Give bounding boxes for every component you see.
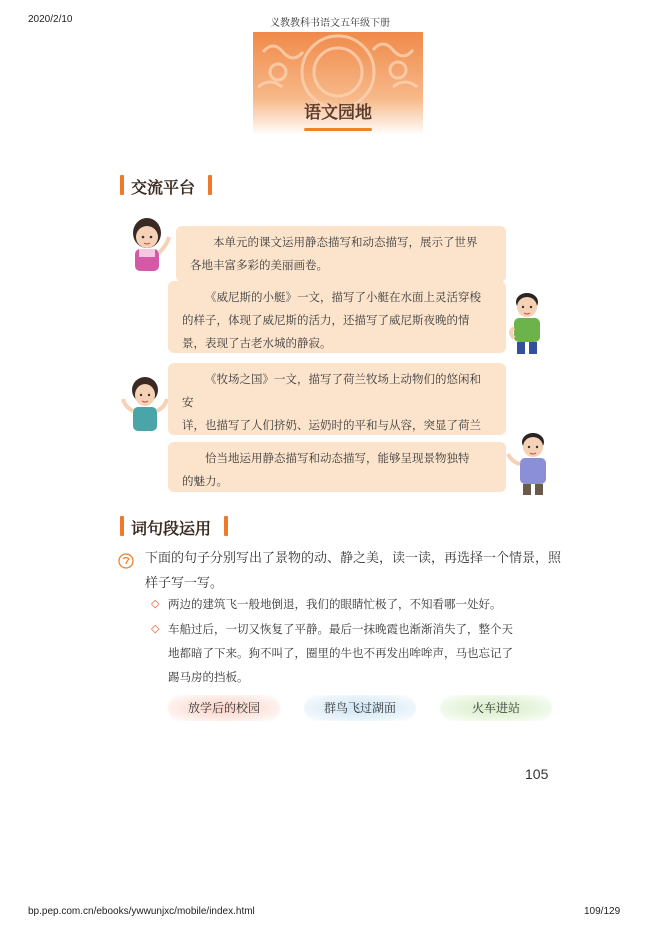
section-title-exchange: 交流平台 bbox=[131, 178, 196, 197]
example-2 bbox=[168, 617, 558, 689]
bubble-2-line-3: 景，表现了古老水城的静寂。 bbox=[182, 336, 332, 350]
boy-illustration bbox=[505, 288, 547, 360]
diamond-icon: ◇ bbox=[151, 622, 160, 635]
diamond-icon: ◇ bbox=[151, 597, 160, 610]
bubble-1-line-1: 本单元的课文运用静态描写和动态描写，展示了世界 bbox=[213, 235, 478, 249]
bubble-2-line-1: 《威尼斯的小艇》一文，描写了小艇在水面上灵活穿梭 bbox=[205, 290, 481, 304]
section-bar-left bbox=[120, 175, 124, 195]
girl-2-illustration bbox=[119, 374, 169, 442]
banner-underline bbox=[304, 128, 372, 131]
section-title-usage: 词句段运用 bbox=[131, 519, 212, 538]
exercise-instruction bbox=[145, 546, 565, 596]
footer-page-count: 109/129 bbox=[584, 906, 621, 917]
bubble-4 bbox=[168, 442, 506, 492]
banner-title: 语文园地 bbox=[304, 103, 372, 123]
bubble-3-line-2: 详，也描写了人们挤奶、运奶时的平和与从容，突显了荷兰 bbox=[182, 418, 481, 432]
boy-2-illustration bbox=[503, 428, 555, 500]
girl-illustration bbox=[125, 215, 175, 281]
bubble-1-line-2: 各地丰富多彩的美丽画卷。 bbox=[190, 258, 328, 272]
option-train-arriving: 火车进站 bbox=[440, 695, 552, 721]
example-2-line-1: 车船过后，一切又恢复了平静。最后一抹晚霞也渐渐消失了，整个天 bbox=[168, 622, 513, 636]
bubble-3-line-1: 《牧场之国》一文，描写了荷兰牧场上动物们的悠闲和安 bbox=[182, 372, 481, 409]
example-1-line-1: 两边的建筑飞一般地倒退，我们的眼睛忙极了，不知看哪一处好。 bbox=[168, 597, 502, 611]
section2-bar-left bbox=[120, 516, 124, 536]
book-title: 义教教科书语文五年级下册 bbox=[270, 18, 390, 29]
bubble-2 bbox=[168, 281, 506, 353]
bubble-2-line-2: 的样子，体现了威尼斯的活力，还描写了威尼斯夜晚的情 bbox=[182, 313, 470, 327]
page-number: 105 bbox=[525, 766, 549, 782]
exercise-number-icon bbox=[118, 553, 134, 573]
bubble-4-line-1: 恰当地运用静态描写和动态描写，能够呈现景物独特 bbox=[205, 451, 470, 465]
example-2-line-2: 地都暗了下来。狗不叫了，圈里的牛也不再发出哞哞声，马也忘记了 bbox=[168, 646, 513, 660]
option-birds-over-lake: 群鸟飞过湖面 bbox=[304, 695, 416, 721]
section2-bar-right bbox=[224, 516, 228, 536]
section-bar-right bbox=[208, 175, 212, 195]
example-1 bbox=[168, 592, 558, 616]
example-2-line-3: 踢马房的挡板。 bbox=[168, 670, 249, 684]
instruction-line-2: 样子写一写。 bbox=[145, 576, 224, 591]
bubble-4-line-2: 的魅力。 bbox=[182, 474, 228, 488]
footer-url[interactable]: bp.pep.com.cn/ebooks/ywwunjxc/mobile/index.html bbox=[28, 906, 255, 917]
print-date: 2020/2/10 bbox=[28, 14, 73, 25]
instruction-line-1: 下面的句子分别写出了景物的动、静之美，读一读，再选择一个情景，照 bbox=[145, 551, 562, 566]
bubble-3 bbox=[168, 363, 506, 435]
bubble-1 bbox=[176, 226, 506, 282]
option-campus-after-school: 放学后的校园 bbox=[168, 695, 280, 721]
